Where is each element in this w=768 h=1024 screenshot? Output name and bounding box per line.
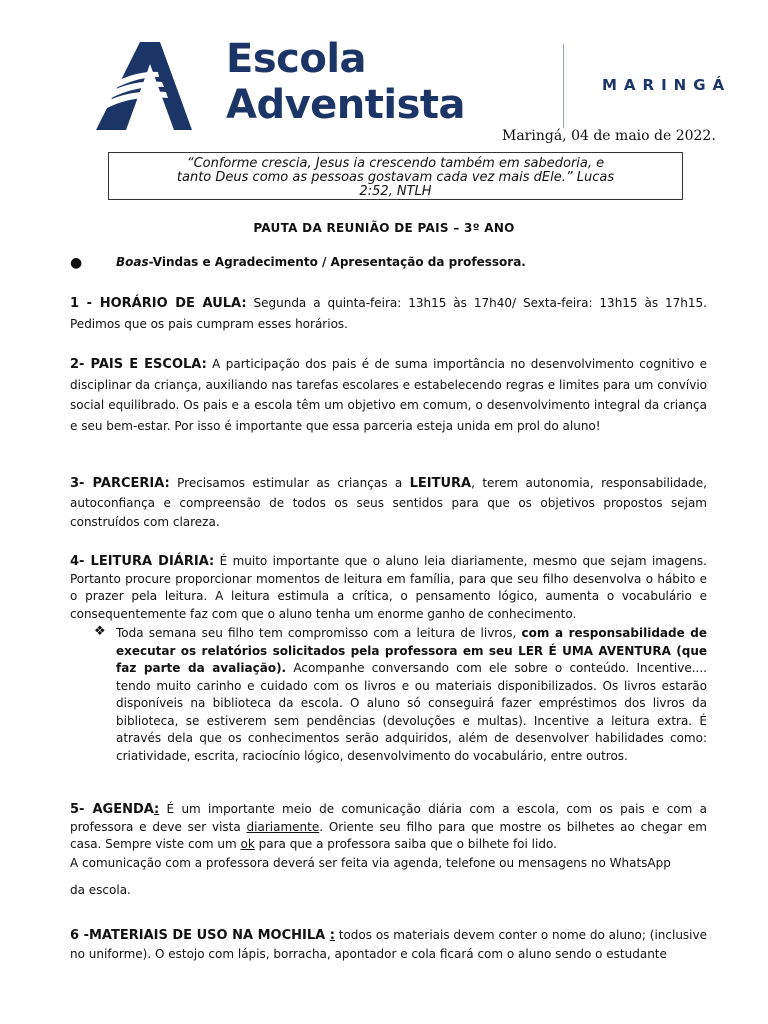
section-4-body: É muito importante que o aluno leia diariamente, mesmo que sejam imagens. Portanto procure proporcionar momentos de leitura em família, para que seu filho desenvolva o hábito e o prazer pela leitura. A leitura estimula a crítica, o pensamento lógico, aumenta o vocabulário e consequentemente faz com que o aluno tenha um enorme ganho de conhecimento.: [70, 554, 707, 621]
section-5-body-a: É um importante meio de comunicação diária com a escola, com os pais e com a professora e deve ser vista: [70, 802, 707, 834]
section-1-heading: 1 - HORÁRIO DE AULA:: [70, 296, 247, 311]
logo-text-line2: Adventista: [226, 82, 466, 128]
intro-text: [116, 255, 526, 269]
section-6-heading: 6 -MATERIAIS DE USO NA MOCHILA: [70, 928, 330, 943]
section-2-heading: 2- PAIS E ESCOLA:: [70, 357, 207, 372]
section-5-underline-2: ok: [240, 837, 255, 851]
document-date: Maringá, 04 de maio de 2022.: [502, 128, 716, 144]
section-4-subitem: [116, 625, 707, 765]
section-5-line2: A comunicação com a professora deverá ser feita via agenda, telefone ou mensagens no WhatsApp: [70, 856, 671, 870]
section-1-body: Segunda a quinta-feira: 13h15 às 17h40/ Sexta-feira: 13h15 às 17h15. Pedimos que os pais cumpram esses horários.: [70, 296, 707, 331]
quote-line-1: “Conforme crescia, Jesus ia crescendo também em sabedoria, e: [186, 156, 605, 171]
section-5-underline-1: diariamente: [246, 819, 320, 834]
logo-mark-icon: [96, 42, 192, 130]
section-4: [70, 553, 707, 623]
section-1: [70, 293, 707, 334]
section-4-sub-a: Toda semana seu filho tem compromisso com a leitura de livros,: [116, 626, 522, 640]
bullet-icon: ●: [70, 255, 83, 271]
document-title: PAUTA DA REUNIÃO DE PAIS – 3º ANO: [253, 221, 515, 235]
section-3: [70, 474, 707, 533]
section-3-body-b: , terem autonomia, responsabilidade, autoconfiança e compreensão de todos os seus sentidos para que os objetivos propostos sejam construídos com clareza.: [70, 476, 707, 529]
section-6: [70, 926, 707, 964]
section-5: [70, 801, 707, 854]
section-5-colon: :: [154, 802, 160, 817]
section-4-sub-bold: com a responsabilidade de executar os relatórios solicitados pela professora em seu LER É UMA AVENTURA (que faz parte da avaliação).: [116, 626, 707, 675]
section-4-heading: 4- LEITURA DIÁRIA:: [70, 554, 215, 569]
diamond-bullet-icon: ❖: [94, 624, 106, 639]
section-5-heading: 5- AGENDA: [70, 802, 155, 817]
logo-text-line1: Escola: [226, 36, 367, 82]
quote-line-3: 2:52, NTLH: [359, 184, 432, 199]
section-4-sub-b: Acompanhe conversando com ele sobre o conteúdo. Incentive.... tendo muito carinho e cuidado com os livros e ou materiais disponibilizados. Os livros estarão disponíveis na biblioteca da escola. O aluno só conseguirá fazer empréstimos dos livros da biblioteca, se estiverem sem pendências (devoluções e multas). Incentive a leitura extra. É através dela que os conhecimentos serão adquiridos, além de desenvolver habilidades como: criatividade, escrita, raciocínio lógico, desenvolvimento do vocabulário, entre outros.: [116, 661, 707, 763]
section-5-body-b: . Oriente seu filho para que mostre os bilhetes ao chegar em casa. Sempre viste com um: [70, 819, 707, 851]
city-name: MARINGÁ: [602, 76, 732, 94]
section-2: [70, 354, 707, 436]
section-5-body-c: para que a professora saiba que o bilhete foi lido.: [254, 837, 557, 851]
bible-quote-box: [108, 152, 683, 200]
intro-rest: -Vindas e Agradecimento / Apresentação da professora.: [148, 255, 526, 269]
section-3-heading: 3- PARCERIA:: [70, 476, 170, 491]
quote-line-2: tanto Deus como as pessoas gostavam cada vez mais dEle.” Lucas: [176, 170, 615, 185]
intro-italic: Boas: [116, 255, 149, 269]
section-2-body: A participação dos pais é de suma importância no desenvolvimento cognitivo e disciplinar da criança, auxiliando nas tarefas escolares e estabelecendo regras e limites para um convívio social equilibrado. Os pais e a escola têm um objetivo em comum, o desenvolvimento integral da criança e seu bem-estar. Por isso é importante que essa parceria esteja unida em prol do aluno!: [70, 357, 707, 433]
section-3-body-a: Precisamos estimular as crianças a: [169, 476, 410, 490]
header-divider: [563, 44, 564, 128]
school-logo: [96, 36, 536, 132]
section-6-body: todos os materiais devem conter o nome do aluno; (inclusive no uniforme). O estojo com lápis, borracha, apontador e cola ficará com o aluno sendo o estudante: [70, 928, 707, 961]
section-3-bold: LEITURA: [409, 476, 472, 491]
section-6-colon: :: [329, 928, 335, 943]
section-5-line3: da escola.: [70, 883, 131, 897]
